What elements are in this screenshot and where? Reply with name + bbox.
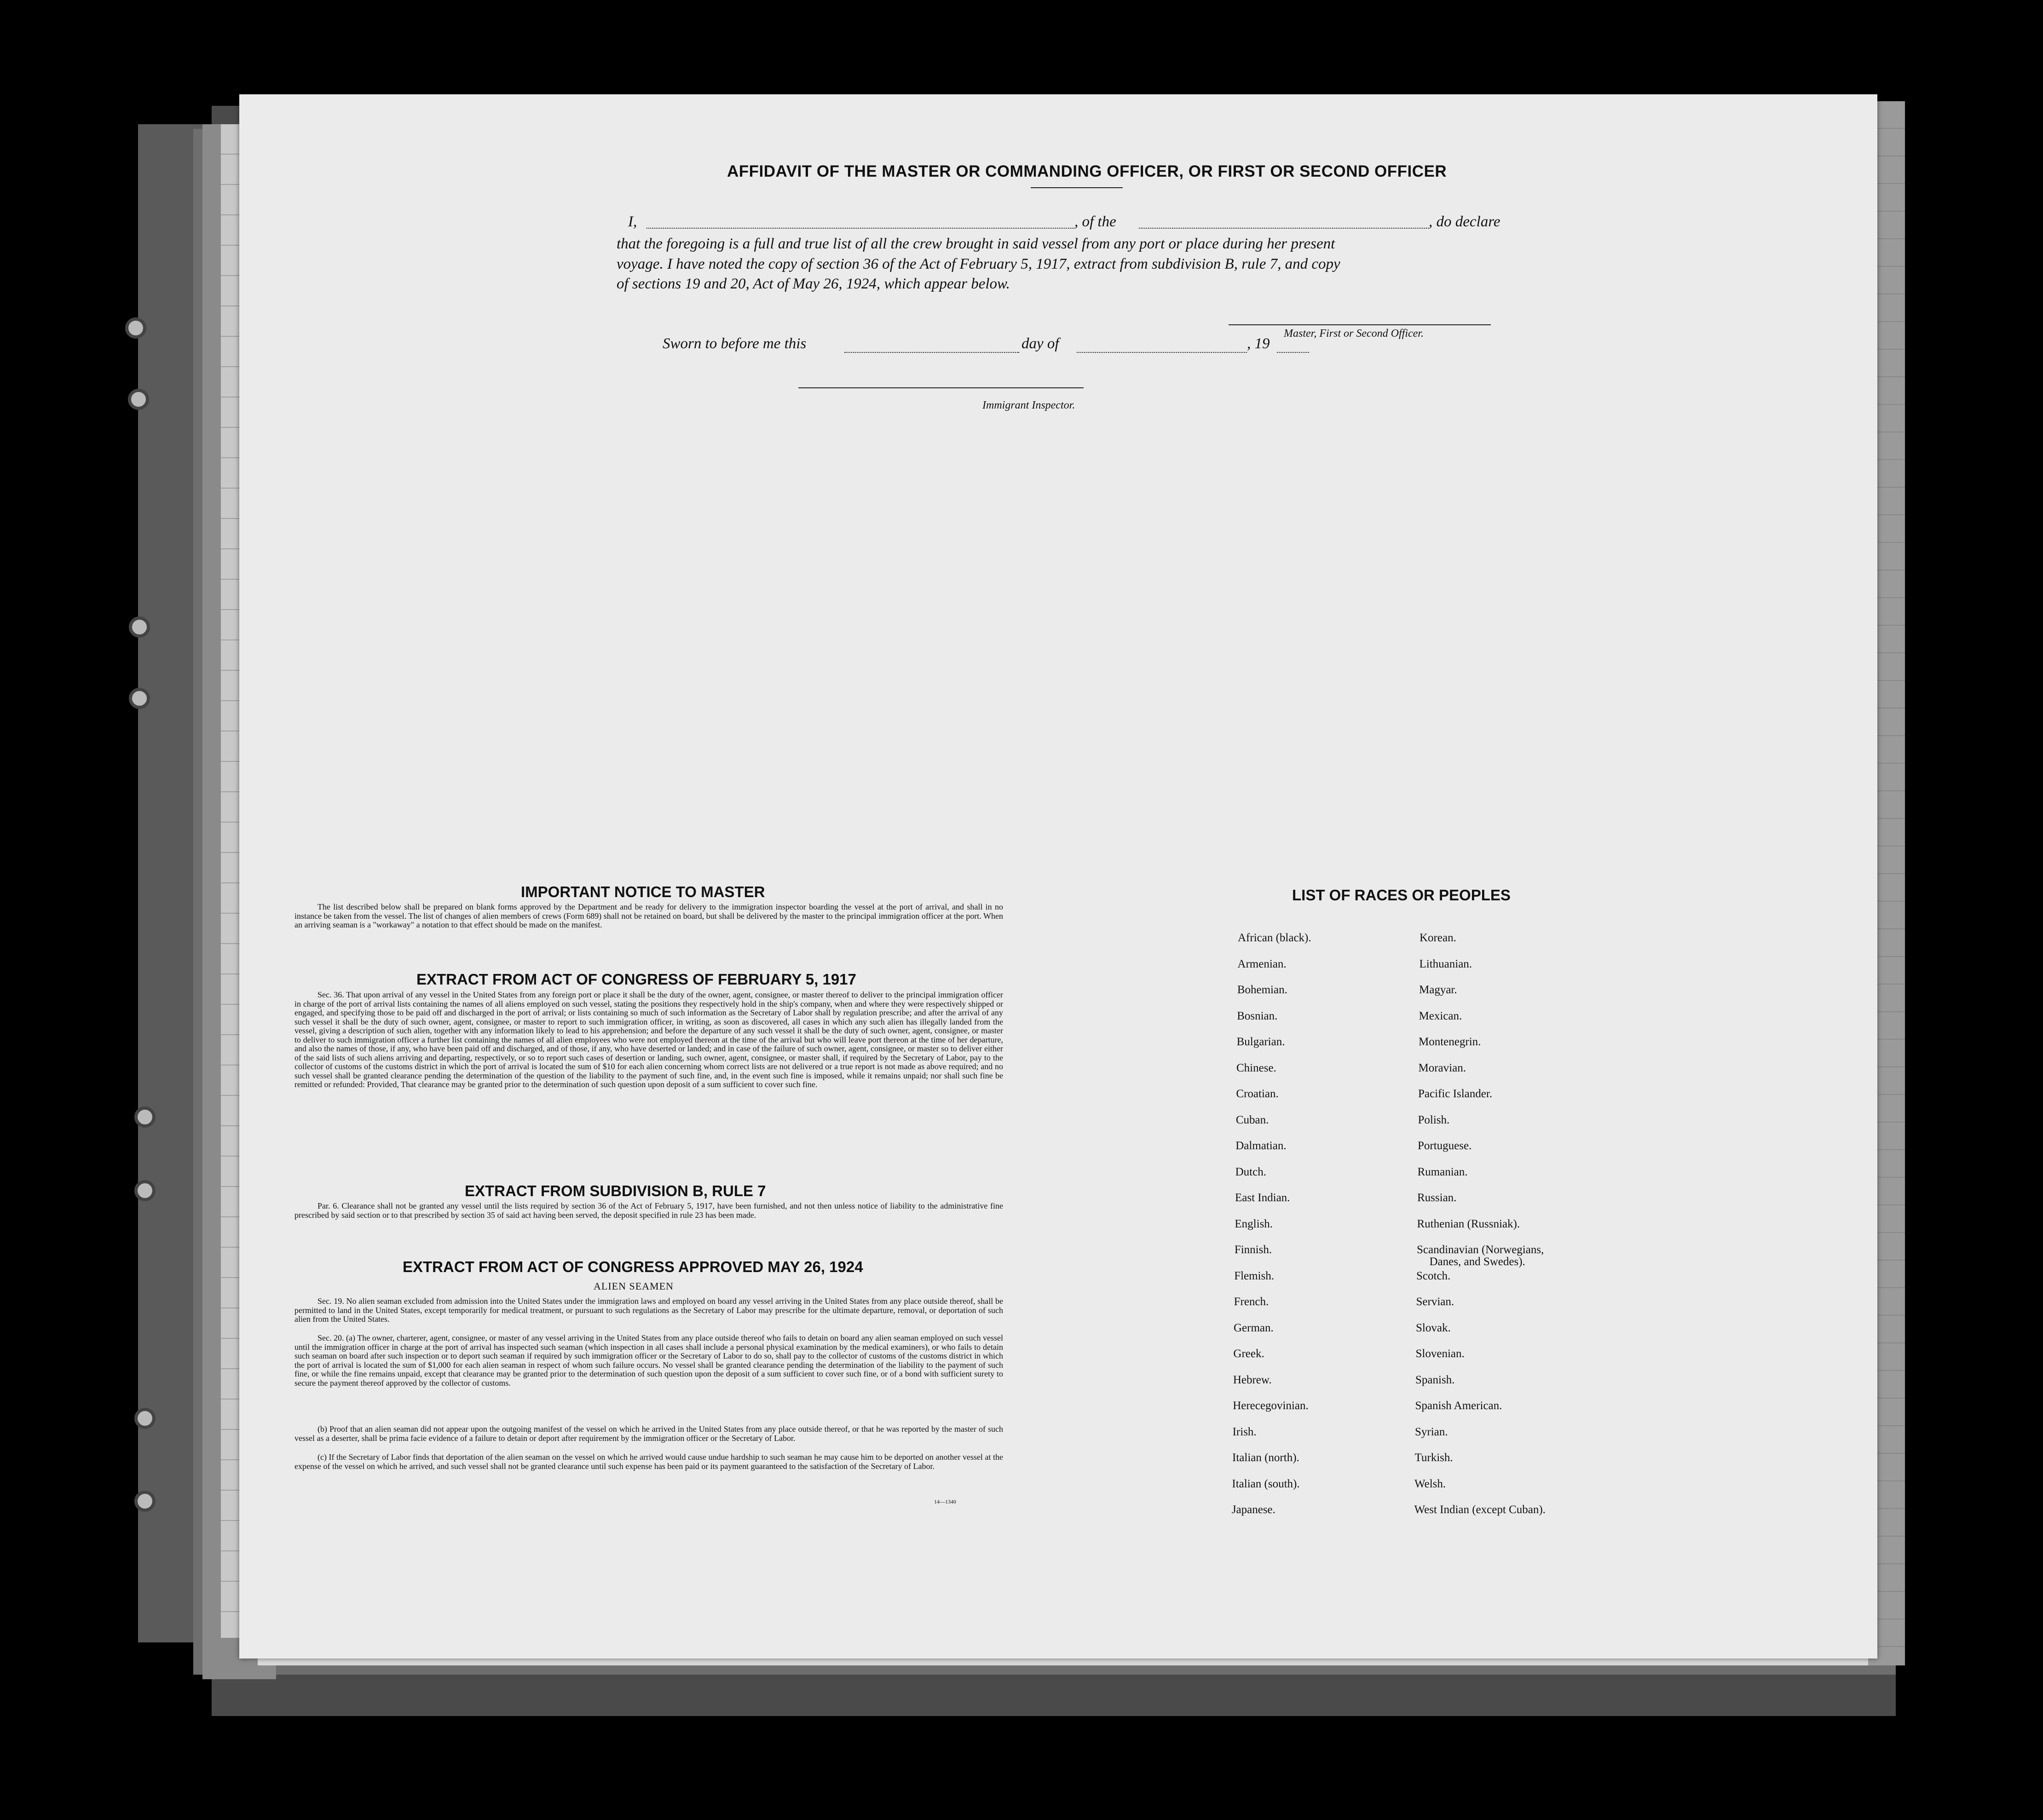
binder-hole [129, 688, 150, 709]
sworn-day-blank [844, 352, 1019, 353]
race-entry: Russian. [1417, 1192, 1457, 1204]
inspector-signature-line [798, 387, 1084, 388]
extract-1924-title: EXTRACT FROM ACT OF CONGRESS APPROVED MAY 26, 1924 [403, 1258, 863, 1275]
race-entry: Korean. [1420, 932, 1456, 944]
race-entry: Hebrew. [1233, 1373, 1272, 1386]
month-blank [1077, 352, 1247, 353]
sec20a-body: Sec. 20. (a) The owner, charterer, agent, consignee, or master of any vessel arriving in the United States from any place outside thereof who fails to detain on board any alien seaman employed on such vessel until the immigration officer in charge at the port of arrival has inspected such seaman (which inspection in all cases shall include a personal physical examination by the medical examiners), or who fails to detain such seaman on board after such inspection or to deport such seaman if required by such immigration officer or the Secretary of Labor to do so, shall pay to the collector of customs of the customs district in which the port of arrival is located the sum of $1,000 for each alien seaman in respect of whom such failure occurs. No vessel shall be granted clearance pending the determination of the liability to the payment of such fine, or while the fine remains unpaid, except that clearance may be granted prior to the determination of such question upon the deposit of a sum sufficient to cover such fine, or of a bond with sufficient surety to secure the payment thereof approved by the collector of customs. [294, 1333, 1003, 1388]
affidavit-i: I, [628, 213, 637, 230]
race-entry: Bulgarian. [1236, 1036, 1285, 1048]
race-entry: Spanish American. [1415, 1400, 1502, 1412]
race-entry: Finnish. [1234, 1244, 1272, 1256]
affidavit-line3: voyage. I have noted the copy of section 36 of the Act of February 5, 1917, extract from subdivision B, rule 7, and copy [617, 256, 1340, 272]
extract-1917-title: EXTRACT FROM ACT OF CONGRESS OF FEBRUARY 5, 1917 [416, 971, 856, 988]
affidavit-line2: that the foregoing is a full and true list of all the crew brought in said vessel from any port or place during her present [617, 236, 1335, 252]
affidavit-declare: , do declare [1429, 213, 1501, 230]
race-entry: Bohemian. [1237, 984, 1287, 996]
affidavit-title: AFFIDAVIT OF THE MASTER OR COMMANDING OFFICER, OR FIRST OR SECOND OFFICER [727, 162, 1447, 180]
binder-hole [128, 389, 149, 410]
race-entry: Bosnian. [1237, 1009, 1278, 1022]
races-title: LIST OF RACES OR PEOPLES [1292, 887, 1511, 904]
race-entry: Chinese. [1236, 1061, 1276, 1074]
rule7-title: EXTRACT FROM SUBDIVISION B, RULE 7 [465, 1182, 766, 1199]
race-entry: Spanish. [1415, 1373, 1455, 1386]
race-entry: Mexican. [1419, 1009, 1462, 1022]
race-entry: Dalmatian. [1235, 1140, 1287, 1152]
affidavit-of-the: , of the [1074, 213, 1116, 230]
inspector-label: Immigrant Inspector. [982, 399, 1075, 411]
name-blank [646, 228, 1074, 229]
affidavit-line4: of sections 19 and 20, Act of May 26, 1924, which appear below. [617, 276, 1010, 292]
race-entry: Japanese. [1231, 1503, 1275, 1516]
race-entry: Montenegrin. [1419, 1036, 1481, 1048]
race-entry: Pacific Islander. [1418, 1088, 1493, 1100]
rule7-body: Par. 6. Clearance shall not be granted any vessel until the lists required by section 36 of the Act of February 5, 1917, have been furnished, and not then unless notice of liability to the administrative fine prescribed by said section or to that prescribed by section 35 of said act having been served, the deposit specified in rule 23 has been made. [294, 1201, 1003, 1220]
race-entry: West Indian (except Cuban). [1414, 1503, 1546, 1516]
signature-line [1229, 324, 1491, 325]
sec19-body: Sec. 19. No alien seaman excluded from admission into the United States under the immigration laws and employed on board any vessel arriving in the United States from any place outside thereof, shall be permitted to land in the United States, except temporarily for medical treatment, or pursuant to such regulations as the Secretary of Labor may prescribe for the ultimate departure, removal, or deportation of such alien from the United States. [294, 1296, 1003, 1324]
race-entry: Lithuanian. [1419, 957, 1472, 970]
binder-hole [134, 1491, 156, 1512]
alien-seamen-subtitle: ALIEN SEAMEN [594, 1280, 674, 1292]
race-entry: African (black). [1238, 932, 1311, 944]
title-rule [1031, 187, 1123, 188]
race-entry: Moravian. [1418, 1061, 1466, 1074]
race-entry: Ruthenian (Russniak). [1417, 1217, 1520, 1230]
sworn-label: Sworn to before me this [663, 335, 807, 352]
race-entry: Croatian. [1236, 1088, 1279, 1100]
binder-hole [125, 317, 146, 339]
race-entry: Irish. [1232, 1425, 1257, 1438]
vessel-blank [1139, 228, 1429, 229]
binder-hole [129, 616, 150, 638]
race-entry: Italian (south). [1232, 1477, 1300, 1490]
race-entry: Turkish. [1414, 1451, 1453, 1464]
year-label: , 19 [1247, 335, 1270, 352]
notice-body: The list described below shall be prepared on blank forms approved by the Department and be ready for delivery to the immigration inspector boarding the vessel at the port of arrival, and shall in no instance be taken from the vessel. The list of changes of alien members of crews (Form 689) shall not be retained on board, but shall be delivered by the master to the principal immigration officer at the port. When an arriving seaman is a "workaway" a notation to that effect should be made on the manifest. [294, 902, 1003, 929]
race-entry: Danes, and Swedes). [1429, 1256, 1525, 1268]
race-entry: Syrian. [1415, 1425, 1448, 1438]
race-entry: Servian. [1416, 1296, 1454, 1308]
sec20c-body: (c) If the Secretary of Labor finds that deportation of the alien seaman on the vessel on which he arrived would cause undue hardship to such seaman he may cause him to be deported on another vessel at the expense of the vessel on which he arrived, and such vessel shall not be granted clearance until such expense has been paid or its payment guaranteed to the satisfaction of the Secretary of Labor. [294, 1452, 1003, 1471]
race-entry: Rumanian. [1417, 1165, 1468, 1178]
extract-1917-body: Sec. 36. That upon arrival of any vessel in the United States from any foreign port or place it shall be the duty of the owner, agent, consignee, or master thereof to deliver to the principal immigration officer in charge of the port of arrival lists containing the names of all aliens employed on such vessel, stating the positions they respectively hold in the ship's company, when and where they were respectively shipped or engaged, and specifying those to be paid off and discharged in the port of arrival; or lists containing so much of such information as the Secretary of Labor shall by regulation prescribe; and after the arrival of any such vessel it shall be the duty of such owner, agent, consignee, or master to report to such immigration officer, in writing, as soon as discovered, all cases in which any such alien has illegally landed from the vessel, giving a description of such alien, together with any information likely to lead to his apprehension; and before the departure of any such vessel it shall be the duty of such owner, agent, consignee, or master to deliver to such immigration officer a further list containing the names of all alien employees who were not employed thereon at the time of the arrival but who will leave port thereon at the time of her departure, and also the names of those, if any, who have been paid off and discharged, and of those, if any, who have deserted or landed; and in case of the failure of such owner, agent, consignee, or master so to deliver either of the said lists of such aliens arriving and departing, respectively, or so to report such cases of desertion or landing, such owner, agent, consignee, or master shall, if required by the Secretary of Labor, pay to the collector of customs of the customs district in which the port of arrival is located the sum of $10 for each alien concerning whom correct lists are not delivered or a true report is not made as above required; and no such vessel shall be granted clearance pending the determination of the question of the liability to the payment of such fine, and, in the event such fine is imposed, while it remains unpaid; nor shall such fine be remitted or refunded: Provided, That clearance may be granted prior to the determination of such question upon deposit of a sum sufficient to cover such fine. [294, 990, 1003, 1089]
race-entry: German. [1234, 1321, 1274, 1334]
form-number: 14—1340 [934, 1498, 956, 1505]
race-entry: Herecegovinian. [1233, 1400, 1309, 1412]
race-entry: Flemish. [1234, 1269, 1275, 1282]
race-entry: Scotch. [1416, 1269, 1451, 1282]
race-entry: Dutch. [1235, 1165, 1266, 1178]
master-signature-label: Master, First or Second Officer. [1284, 328, 1424, 340]
sec20b-body: (b) Proof that an alien seaman did not appear upon the outgoing manifest of the vessel on which he arrived in the United States from any place outside thereof, or that he was reported by the master of such vessel as a deserter, shall be prima facie evidence of a failure to detain or deport after requirement by the immigration officer or the Secretary of Labor. [294, 1424, 1003, 1443]
binder-hole [134, 1408, 156, 1429]
race-entry: East Indian. [1235, 1192, 1290, 1204]
race-entry: Magyar. [1419, 984, 1457, 996]
race-entry: Portuguese. [1418, 1140, 1472, 1152]
race-entry: Slovak. [1416, 1321, 1451, 1334]
binder-hole [134, 1180, 156, 1201]
race-entry: Welsh. [1414, 1477, 1446, 1490]
race-entry: Armenian. [1237, 957, 1287, 970]
race-entry: Cuban. [1235, 1113, 1269, 1126]
binder-hole [134, 1106, 156, 1128]
document-page [239, 94, 1877, 1659]
race-entry: Slovenian. [1415, 1348, 1465, 1360]
race-entry: Greek. [1233, 1348, 1264, 1360]
race-entry: Polish. [1418, 1113, 1450, 1126]
race-entry: Scandinavian (Norwegians, [1417, 1244, 1544, 1256]
race-entry: French. [1234, 1296, 1269, 1308]
day-of-label: day of [1022, 335, 1059, 352]
race-entry: Italian (north). [1232, 1451, 1299, 1464]
notice-title: IMPORTANT NOTICE TO MASTER [521, 883, 765, 900]
race-entry: English. [1235, 1217, 1273, 1230]
year-blank [1277, 352, 1309, 353]
